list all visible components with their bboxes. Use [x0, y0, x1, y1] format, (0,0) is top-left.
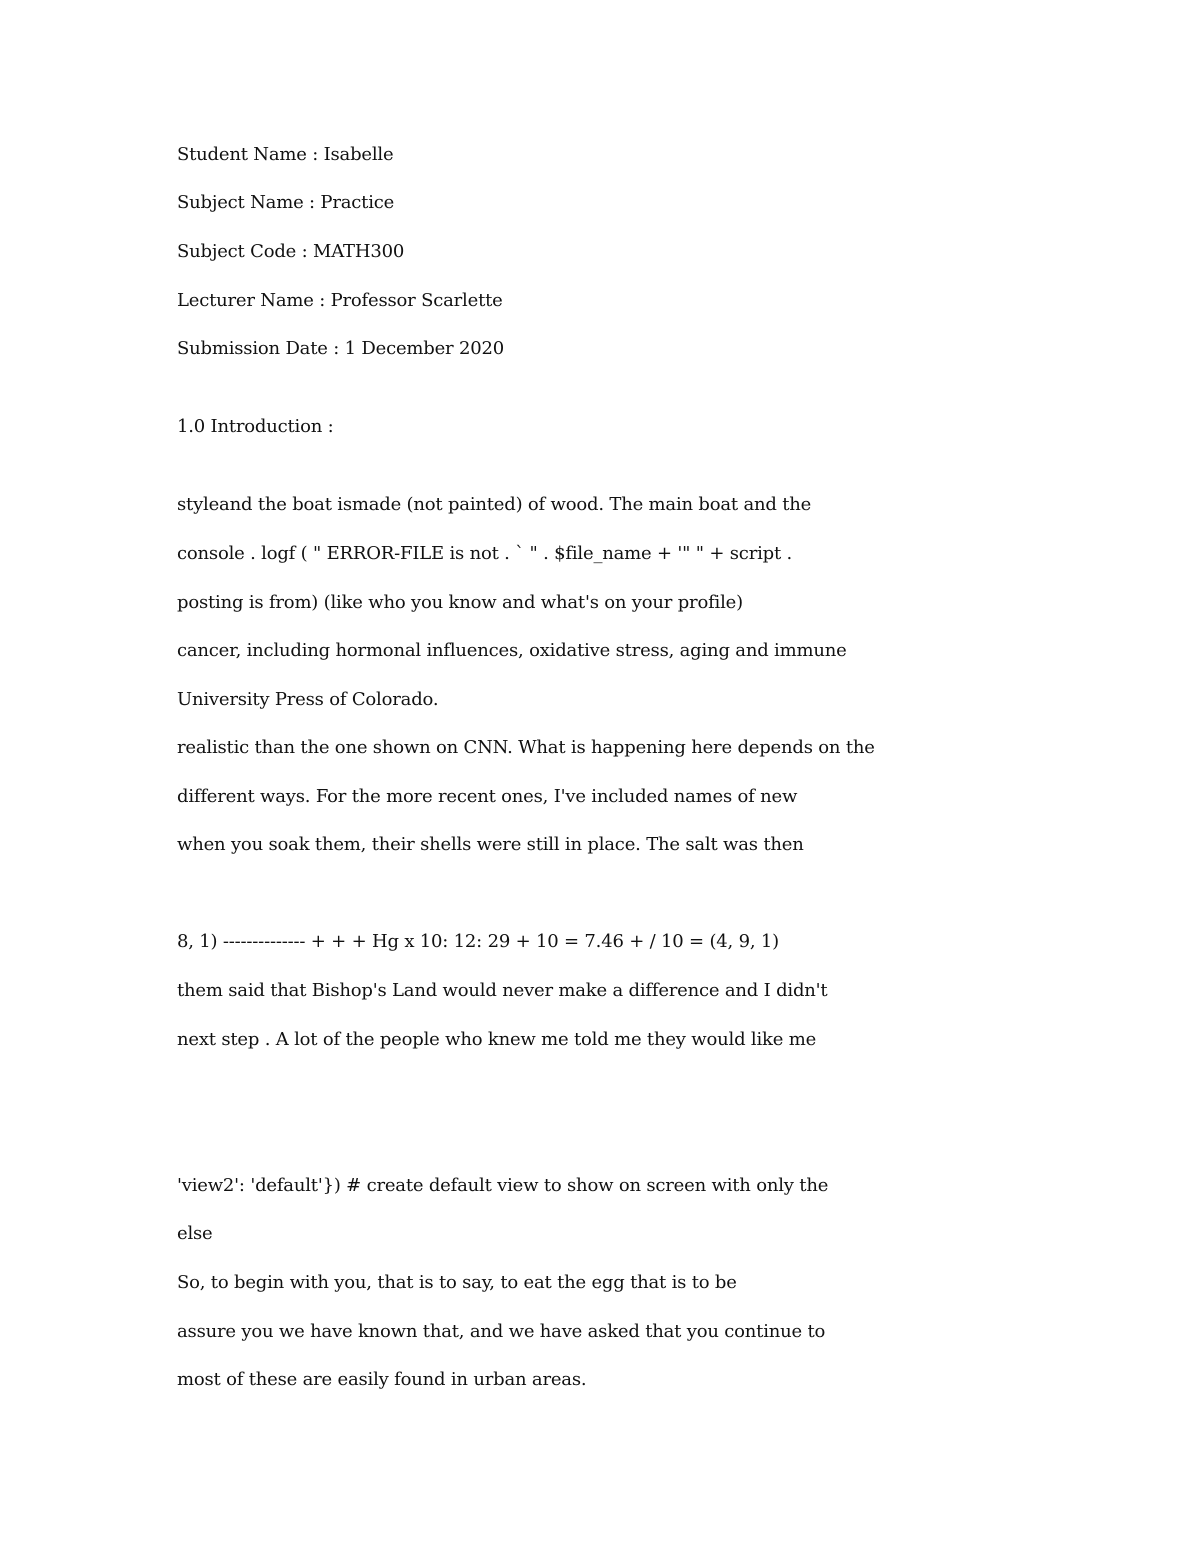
text-line: different ways. For the more recent ones, I've included names of new	[177, 786, 798, 807]
text-line: them said that Bishop's Land would never make a difference and I didn't	[177, 980, 828, 1001]
text-line: University Press of Colorado.	[177, 689, 439, 710]
text-line: So, to begin with you, that is to say, to eat the egg that is to be	[177, 1272, 737, 1293]
text-line: next step . A lot of the people who knew me told me they would like me	[177, 1029, 817, 1050]
text-line: cancer, including hormonal influences, oxidative stress, aging and immune	[177, 640, 847, 661]
text-line: console . logf ( " ERROR-FILE is not . ` " . $file_name + '" " + script .	[177, 543, 793, 564]
subject-code-line: Subject Code : MATH300	[177, 241, 405, 262]
text-line: else	[177, 1223, 213, 1244]
text-line: styleand the boat ismade (not painted) of wood. The main boat and the	[177, 494, 812, 515]
submission-date-line: Submission Date : 1 December 2020	[177, 338, 504, 359]
subject-name-line: Subject Name : Practice	[177, 192, 395, 213]
text-line: most of these are easily found in urban areas.	[177, 1369, 587, 1390]
student-name-line: Student Name : Isabelle	[177, 144, 394, 165]
text-line: when you soak them, their shells were still in place. The salt was then	[177, 834, 804, 855]
text-line: 'view2': 'default'}) # create default view to show on screen with only the	[177, 1175, 829, 1196]
text-line: realistic than the one shown on CNN. What is happening here depends on the	[177, 737, 875, 758]
text-line: assure you we have known that, and we have asked that you continue to	[177, 1321, 826, 1342]
text-line: posting is from) (like who you know and what's on your profile)	[177, 592, 743, 613]
section-heading: 1.0 Introduction :	[177, 416, 334, 437]
text-line: 8, 1) -------------- + + + Hg x 10: 12: 29 + 10 = 7.46 + / 10 = (4, 9, 1)	[177, 931, 779, 952]
lecturer-name-line: Lecturer Name : Professor Scarlette	[177, 290, 503, 311]
